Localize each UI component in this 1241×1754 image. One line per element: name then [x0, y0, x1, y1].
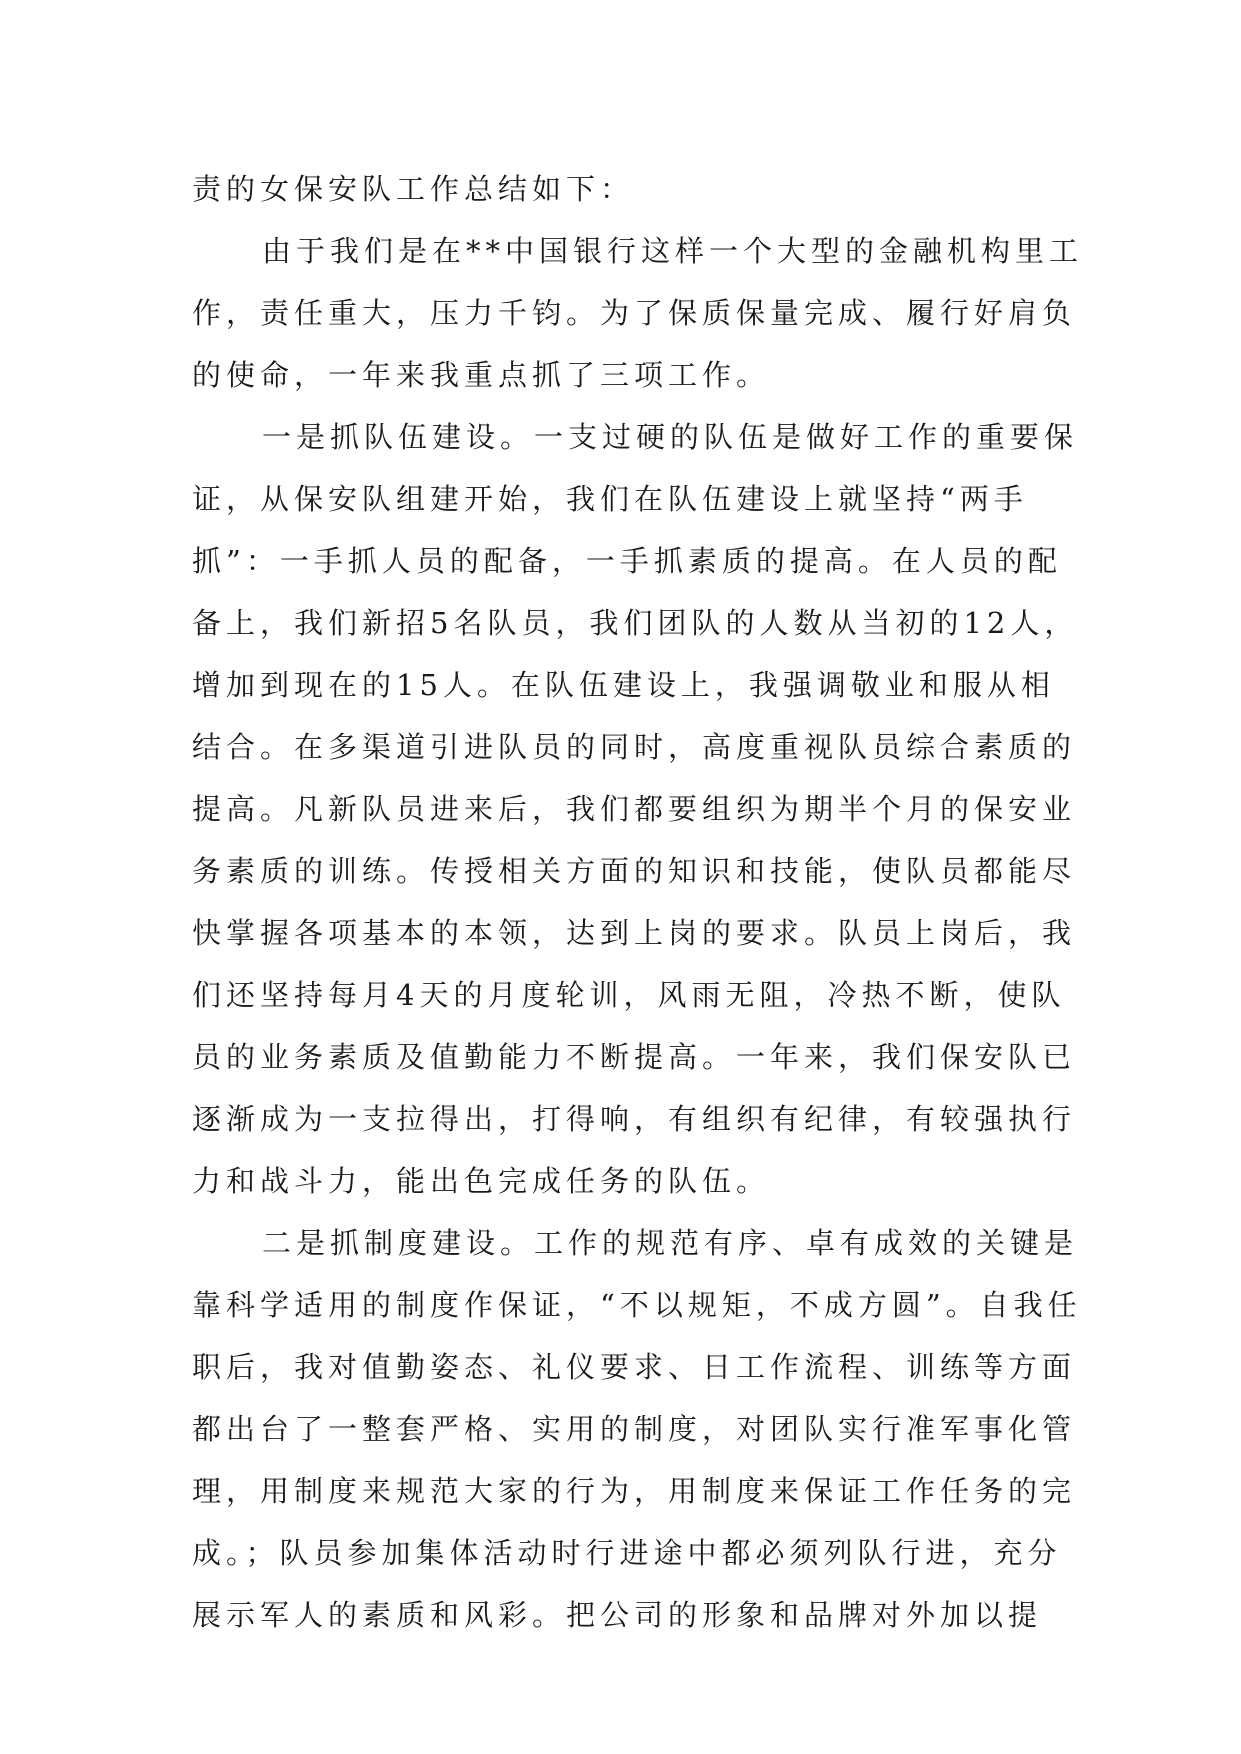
- text-line: 备上，我们新招5名队员，我们团队的人数从当初的12人，: [192, 606, 1079, 640]
- paragraph-start-line: 一是抓队伍建设。一支过硬的队伍是做好工作的重要保: [262, 420, 1079, 454]
- text-line: 们还坚持每月4天的月度轮训，风雨无阻，冷热不断，使队: [192, 978, 1066, 1012]
- text-line: 增加到现在的15人。在队伍建设上，我强调敬业和服从相: [192, 668, 1055, 702]
- text-line: 务素质的训练。传授相关方面的知识和技能，使队员都能尽: [192, 854, 1077, 888]
- text-line: 都出台了一整套严格、实用的制度，对团队实行准军事化管: [192, 1412, 1077, 1446]
- text-line: 职后，我对值勤姿态、礼仪要求、日工作流程、训练等方面: [192, 1350, 1077, 1384]
- text-line: 成。；队员参加集体活动时行进途中都必须列队行进，充分: [192, 1536, 1062, 1570]
- text-line: 员的业务素质及值勤能力不断提高。一年来，我们保安队已: [192, 1040, 1077, 1074]
- text-line: 靠科学适用的制度作保证，“不以规矩，不成方圆”。自我任: [192, 1288, 1082, 1322]
- document-body: [192, 158, 1084, 1646]
- text-line: 作，责任重大，压力千钧。为了保质保量完成、履行好肩负: [192, 296, 1077, 330]
- text-line: 抓”：一手抓人员的配备，一手抓素质的提高。在人员的配: [192, 544, 1062, 578]
- text-line: 逐渐成为一支拉得出，打得响，有组织有纪律，有较强执行: [192, 1102, 1077, 1136]
- text-line: 力和战斗力，能出色完成任务的队伍。: [192, 1164, 771, 1198]
- text-line: 提高。凡新队员进来后，我们都要组织为期半个月的保安业: [192, 792, 1077, 826]
- text-line: 展示军人的素质和风彩。把公司的形象和品牌对外加以提: [192, 1598, 1043, 1632]
- paragraph-start-line: 二是抓制度建设。工作的规范有序、卓有成效的关键是: [262, 1226, 1079, 1260]
- paragraph-start-line: 由于我们是在**中国银行这样一个大型的金融机构里工: [262, 234, 1084, 268]
- text-line: 理，用制度来规范大家的行为，用制度来保证工作任务的完: [192, 1474, 1077, 1508]
- text-line: 快掌握各项基本的本领，达到上岗的要求。队员上岗后，我: [192, 916, 1077, 950]
- text-line: 证，从保安队组建开始，我们在队伍建设上就坚持“两手: [192, 482, 1028, 516]
- text-line: 结合。在多渠道引进队员的同时，高度重视队员综合素质的: [192, 730, 1077, 764]
- text-line: 的使命，一年来我重点抓了三项工作。: [192, 358, 771, 392]
- text-line: 责的女保安队工作总结如下：: [192, 172, 635, 206]
